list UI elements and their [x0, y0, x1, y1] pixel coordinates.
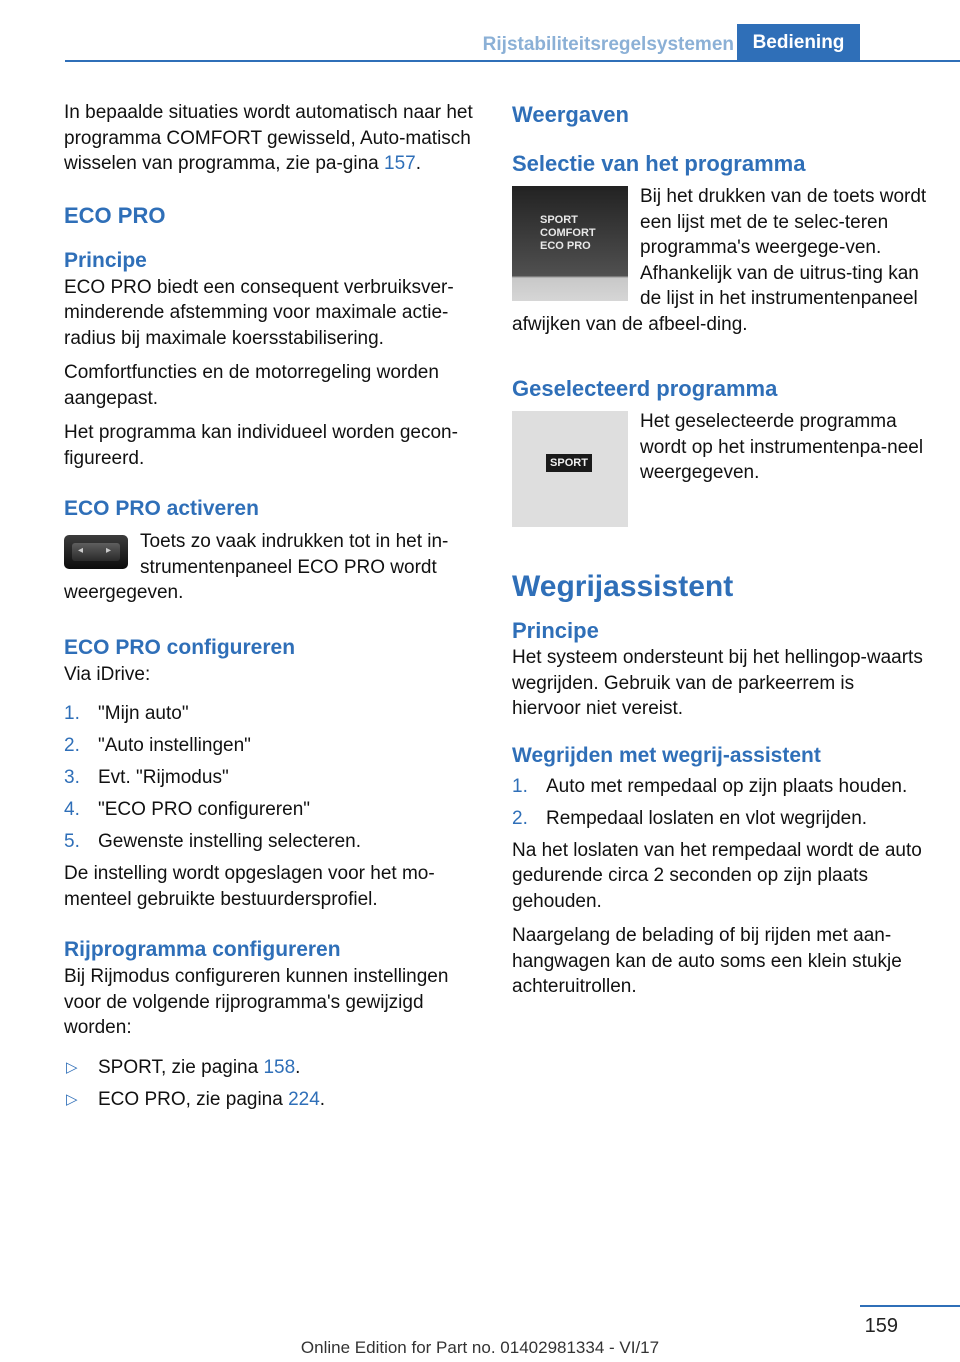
list-item — [64, 765, 479, 791]
principe-paragraph-1: ECO PRO biedt een consequent verbruiksver‐minderende afstemming voor maximale actie‐radius bij maximale koersstabilisering. — [64, 276, 454, 349]
intro-text: In bepaalde situaties wordt automatisch naar het programma COMFORT gewisseld, Auto‐matisch wisselen van programma, zie pa‐gina — [64, 102, 473, 174]
heading-eco-pro-activeren: ECO PRO activeren — [64, 497, 259, 520]
list-item — [512, 774, 928, 800]
list-item — [512, 806, 928, 832]
list-text-end: . — [295, 1056, 301, 1078]
intro-paragraph: In bepaalde situaties wordt automatisch naar het programma COMFORT gewisseld, Auto‐matisch wisselen van programma, zie pa‐gina 157. — [64, 102, 473, 174]
rij-bullets-list — [64, 1055, 479, 1113]
config-steps-list — [64, 701, 479, 855]
page-link-157[interactable]: 157 — [384, 153, 416, 174]
heading-wegrijden-met-assistent: Wegrijden met wegrij-assistent — [512, 743, 821, 767]
list-text: Gewenste instelling selecteren. — [98, 831, 361, 852]
weg-paragraph-1: Na het loslaten van het rempedaal wordt de auto gedurende circa 2 seconden op zijn plaats gehouden. — [512, 839, 922, 912]
list-number: 4. — [64, 799, 80, 820]
menu-item-eco-pro: ECO PRO — [540, 240, 591, 252]
heading-weg-principe: Principe — [512, 618, 599, 643]
page-number: 159 — [864, 1315, 898, 1337]
list-text-end: . — [319, 1088, 326, 1110]
list-text: "ECO PRO configureren" — [98, 799, 311, 820]
bullet-triangle-icon: ▷ — [66, 1090, 78, 1108]
weg-paragraph-2: Naargelang de belading of bij rijden met aan‐hangwagen kan de auto soms een klein stukje achteruitrollen. — [512, 925, 902, 997]
list-number: 3. — [64, 767, 80, 788]
selectie-paragraph: Bij het drukken van de toets wordt een lijst met de te selec‐teren programma's weergege‐ven. Afhankelijk van de uitrus‐ting kan de lijst in het instrumentenpaneel afwijken van de afbeel‐ding. — [512, 186, 927, 335]
running-header-section: Rijstabiliteitsregelsystemen — [482, 34, 734, 55]
list-item — [64, 733, 479, 759]
arrow-left-icon: ◂ — [78, 545, 84, 556]
heading-principe: Principe — [64, 248, 147, 272]
weg-principe-paragraph: Het systeem ondersteunt bij het hellingop‐waarts wegrijden. Gebruik van de parkeerrem is hiervoor niet vereist. — [512, 647, 923, 719]
running-header-chapter: Bediening — [737, 24, 860, 60]
list-text: "Mijn auto" — [98, 703, 189, 724]
geselecteerd-paragraph: Het geselecteerde programma wordt op het instrumentenpa‐neel weergegeven. — [640, 411, 924, 483]
list-text: Evt. "Rijmodus" — [98, 767, 229, 788]
heading-wegrijassistent: Wegrijassistent — [512, 570, 734, 603]
left-column — [64, 100, 479, 1119]
arrow-right-icon: ▸ — [106, 545, 112, 556]
activate-paragraph: Toets zo vaak indrukken tot in het in‐strumentenpaneel ECO PRO wordt weergegeven. — [64, 531, 449, 603]
principe-paragraph-2: Comfortfuncties en de motorregeling worden aangepast. — [64, 362, 439, 409]
program-list-image — [512, 186, 628, 301]
list-text: SPORT, zie pagina — [98, 1056, 264, 1078]
list-text: "Auto instellingen" — [98, 735, 251, 756]
list-number: 2. — [512, 807, 528, 829]
eco-pro-button-image — [64, 535, 128, 569]
rij-paragraph: Bij Rijmodus configureren kunnen instellingen voor de volgende rijprogramma's gewijzigd worden: — [64, 966, 449, 1038]
list-number: 1. — [512, 775, 528, 797]
list-item — [64, 1087, 479, 1113]
list-number: 2. — [64, 735, 80, 756]
heading-selectie: Selectie van het programma — [512, 151, 806, 176]
sport-badge: SPORT — [546, 454, 592, 472]
list-text: Rempedaal loslaten en vlot wegrijden. — [546, 807, 868, 829]
edition-footer: Online Edition for Part no. 01402981334 - VI/17 — [300, 1338, 660, 1357]
heading-eco-pro: ECO PRO — [64, 202, 166, 228]
principe-paragraph-3: Het programma kan individueel worden gecon‐figureerd. — [64, 422, 458, 469]
page-link-224[interactable]: 224 — [288, 1088, 320, 1110]
menu-item-sport: SPORT — [540, 214, 578, 226]
header-rule — [65, 60, 960, 62]
activate-block — [64, 529, 479, 606]
list-item — [64, 797, 479, 823]
selected-program-image — [512, 411, 628, 527]
heading-eco-pro-configureren: ECO PRO configureren — [64, 635, 296, 659]
page-link-158[interactable]: 158 — [263, 1056, 296, 1078]
list-text: Auto met rempedaal op zijn plaats houden. — [546, 775, 908, 797]
config-intro: Via iDrive: — [64, 663, 151, 685]
footer-rule — [860, 1305, 960, 1307]
heading-weergaven: Weergaven — [512, 102, 629, 127]
list-number: 1. — [64, 703, 80, 724]
list-item — [64, 701, 479, 727]
menu-item-comfort: COMFORT — [540, 227, 596, 239]
geselecteerd-block — [512, 409, 928, 527]
list-item — [64, 829, 479, 855]
heading-rijprogramma-configureren: Rijprogramma configureren — [64, 938, 341, 961]
config-outro: De instelling wordt opgeslagen voor het mo‐menteel gebruikte bestuurdersprofiel. — [64, 863, 435, 910]
heading-geselecteerd: Geselecteerd programma — [512, 376, 778, 401]
weg-steps-list — [512, 774, 928, 832]
right-column — [512, 100, 928, 1009]
list-number: 5. — [64, 831, 80, 852]
list-item — [64, 1055, 479, 1081]
bullet-triangle-icon: ▷ — [66, 1058, 78, 1076]
list-text: ECO PRO, zie pagina — [98, 1088, 289, 1110]
selectie-block — [512, 184, 928, 337]
